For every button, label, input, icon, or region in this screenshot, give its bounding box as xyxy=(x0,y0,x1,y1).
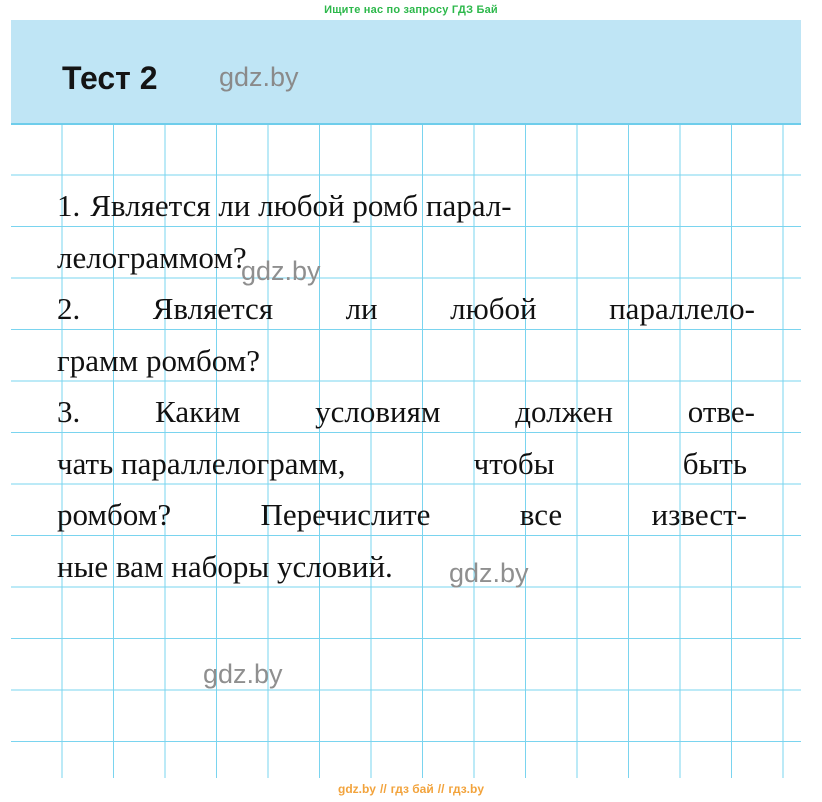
footer-item-1: gdz.by xyxy=(337,782,376,796)
footer-separator-2: // xyxy=(437,782,445,796)
promo-banner-text: Ищите нас по запросу ГДЗ Бай xyxy=(324,4,498,16)
question-3-line-4 xyxy=(57,541,757,593)
watermark-3: gdz.by xyxy=(203,659,283,689)
question-3-l2-word-3: быть xyxy=(682,445,747,481)
questions-list xyxy=(57,180,757,592)
question-3-l3-word-4: извест- xyxy=(651,497,747,532)
footer-item-2: гдз бай xyxy=(390,782,434,796)
question-3-l3-word-2: Перечислите xyxy=(260,497,431,532)
question-1-number: 1. xyxy=(57,188,81,223)
question-2-word-1: Является xyxy=(152,291,274,326)
promo-banner xyxy=(0,0,822,20)
question-2-line-1 xyxy=(57,283,755,335)
question-3-l3-word-3: все xyxy=(519,497,563,532)
watermark-1: gdz.by xyxy=(241,256,321,286)
question-3-line-1 xyxy=(57,386,755,438)
question-2-number: 2. xyxy=(57,291,81,326)
question-3-word-3: должен xyxy=(515,394,613,429)
question-3-number: 3. xyxy=(57,394,81,429)
footer-separator-1: // xyxy=(379,782,387,796)
page-title: Тест 2 xyxy=(62,60,158,96)
page-footer xyxy=(0,782,822,796)
watermark-header: gdz.by xyxy=(219,62,299,92)
question-2-word-2: ли xyxy=(345,291,378,326)
question-1-text-1: Является ли любой ромб парал- xyxy=(90,188,512,223)
question-2-text-2: грамм ромбом? xyxy=(57,342,261,378)
question-3-word-2: условиям xyxy=(315,394,441,429)
question-3-l2-word-2: чтобы xyxy=(473,445,555,481)
question-1-line-1 xyxy=(57,180,757,232)
question-2-word-3: любой xyxy=(450,291,537,326)
question-2-line-2 xyxy=(57,335,757,387)
question-3-line-2 xyxy=(57,438,747,490)
question-3-word-1: Каким xyxy=(155,394,241,429)
footer-item-3: гдз.by xyxy=(448,782,485,796)
question-1-text-2: лелограммом? xyxy=(57,239,247,275)
question-3-word-4: отве- xyxy=(687,394,755,429)
question-3-line-3 xyxy=(57,489,747,541)
watermark-2: gdz.by xyxy=(449,558,529,588)
question-1-line-2 xyxy=(57,232,757,284)
question-3-text-4: ные вам наборы условий. xyxy=(57,548,393,584)
question-3-l3-word-1: ромбом? xyxy=(57,497,172,532)
question-2-word-4: параллело- xyxy=(609,291,755,326)
test-header-band xyxy=(11,20,801,125)
question-3-l2-word-1: чать параллелограмм, xyxy=(57,445,346,481)
worksheet-page xyxy=(11,20,801,778)
